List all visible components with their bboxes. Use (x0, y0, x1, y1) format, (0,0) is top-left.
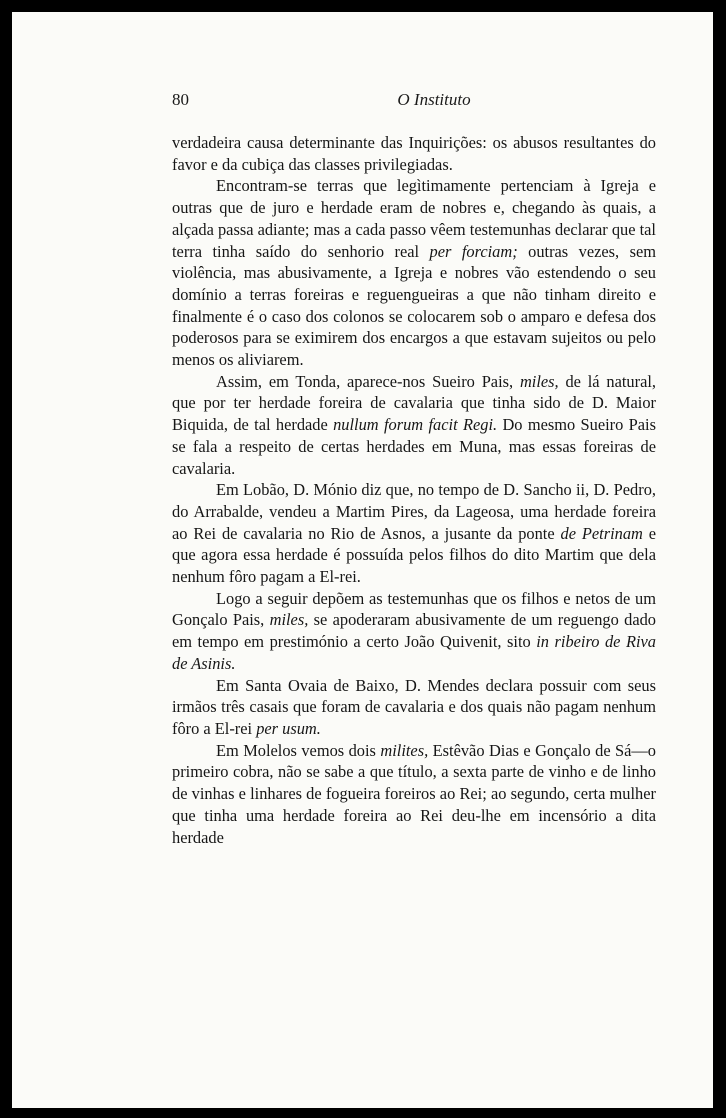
text-run: se apoderaram abusivamente de um reguengo dado em tempo em prestimónio a certo João Quivenit, sito (172, 610, 656, 652)
paragraph (172, 175, 656, 370)
italic-run: per usum. (256, 718, 321, 738)
text-run: Em Molelos vemos dois (216, 740, 381, 760)
text-run: Estêvão Dias e Gonçalo de Sá—o primeiro cobra, não se sabe a que título, a sexta parte de vinho e de linho de vinhas e linhares de fogueira foreiros ao Rei; ao segundo, certa mulher que tinha uma herdade foreira ao Rei deu-lhe em incensório a dita herdade (172, 740, 657, 847)
paragraph (172, 132, 656, 175)
paragraph (172, 371, 656, 480)
page-header (172, 90, 656, 112)
text-run: Assim, em Tonda, aparece-nos Sueiro Pais, (216, 371, 520, 391)
text-run: Do mesmo Sueiro Pais se fala a respeito de certas herdades em Muna, mas essas foreiras de cavalaria. (172, 415, 656, 478)
text-run: Encontram-se terras que legìtimamente pertenciam à Igreja e outras que de juro e herdade eram de nobres e, chegando às quais, a alçada passa adiante; mas a cada passo vêem testemunhas declarar que tal terra tinha saído do senhorio real (172, 176, 656, 261)
italic-run: de Petrinam (560, 523, 643, 543)
paragraph (172, 740, 656, 849)
italic-run: per forciam; (429, 241, 518, 261)
italic-run: miles, (519, 371, 559, 391)
page-number: 80 (172, 90, 189, 109)
text-run: Em Lobão, D. Mónio diz que, no tempo de D. Sancho ii, D. Pedro, do Arrabalde, vendeu a Martim Pires, da Lageosa, uma herdade foreira ao Rei de cavalaria no Rio de Asnos, a jusante da ponte (172, 480, 656, 543)
italic-run: miles, (269, 610, 309, 630)
text-run: Em Santa Ovaia de Baixo, D. Mendes declara possuir com seus irmãos três casais que foram de cavalaria e dos quais não pagam nenhum fôro a El-rei (172, 675, 656, 738)
body-text (172, 132, 656, 848)
book-page (12, 12, 713, 1108)
text-run: outras vezes, sem violência, mas abusivamente, a Igreja e nobres vão estendendo o seu domínio a terras foreiras e reguengueiras a que não tinham direito e finalmente é o caso dos colonos se colocarem sob o amparo e defesa dos poderosos para se eximirem dos encargos a que estavam sujeitos ou pelo menos os aliviarem. (172, 241, 656, 370)
text-run: de lá natural, que por ter herdade foreira de cavalaria que tinha sido de D. Maior Biquida, de tal herdade (172, 371, 656, 435)
italic-run: milites, (380, 740, 429, 760)
paragraph (172, 588, 656, 675)
paragraph (172, 479, 656, 588)
italic-run: nullum forum facit Regi. (333, 415, 498, 435)
text-run: verdadeira causa determinante das Inquirições: os abusos resultantes do favor e da cubiça das classes privilegiadas. (172, 133, 656, 174)
running-title: O Instituto (397, 90, 471, 109)
italic-run: in ribeiro de Riva de Asinis. (172, 632, 656, 673)
text-run: Logo a seguir depõem as testemunhas que os filhos e netos de um Gonçalo Pais, (172, 588, 656, 630)
paragraph (172, 675, 656, 740)
text-run: e que agora essa herdade é possuída pelos filhos do dito Martim que dela nenhum fôro pagam a El-rei. (172, 523, 656, 587)
